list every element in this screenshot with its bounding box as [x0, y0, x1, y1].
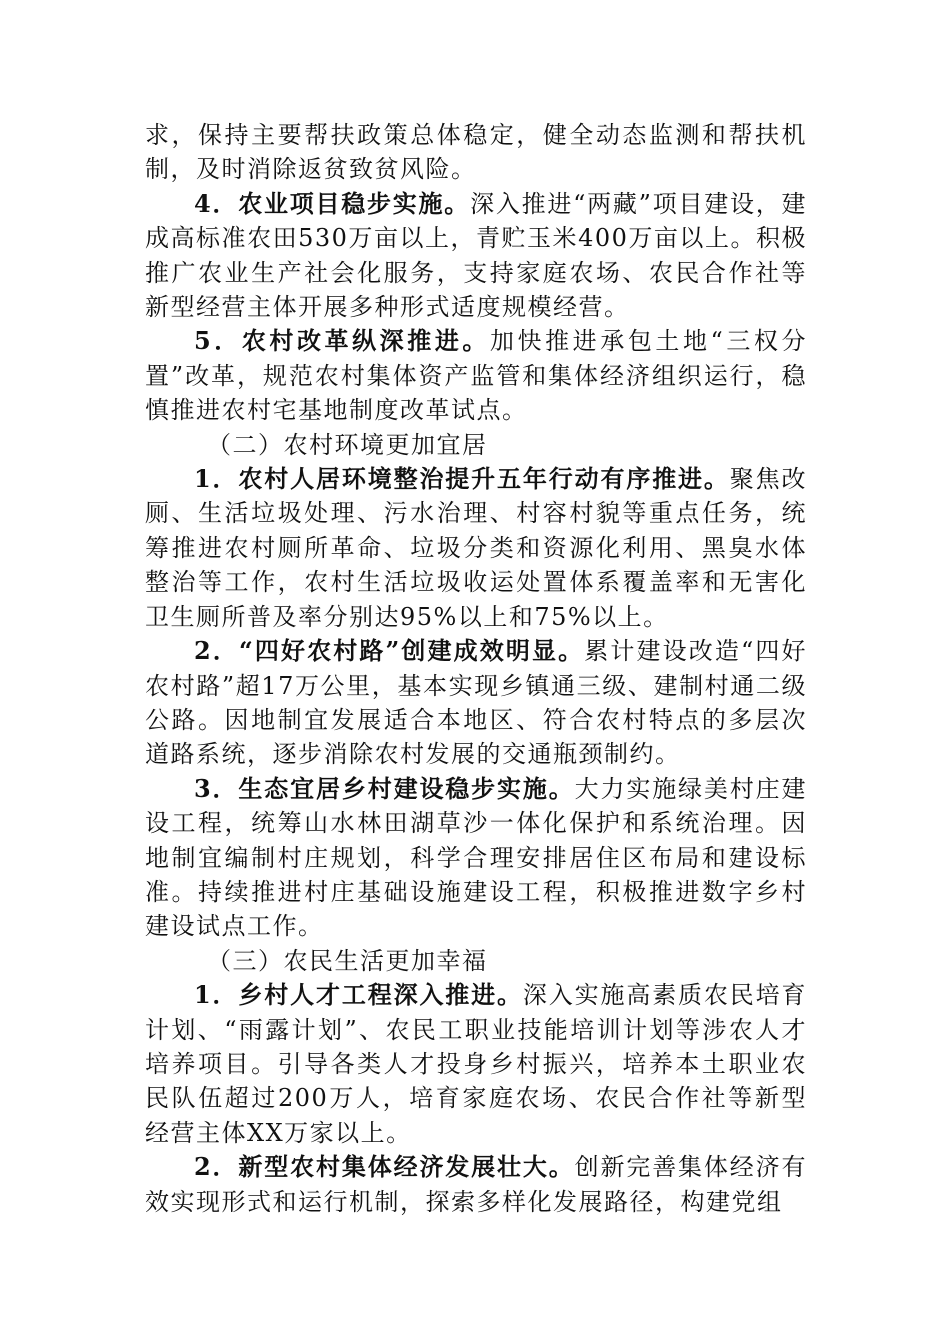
paragraph-4: [145, 462, 807, 634]
paragraph-text: 求，保持主要帮扶政策总体稳定，健全动态监测和帮扶机制，及时消除返贫致贫风险。: [145, 121, 807, 184]
paragraph-text: 创新完善集体经济有效实现形式和运行机制，探索多样化发展路径，构建党组: [145, 1153, 807, 1216]
paragraph-1: [145, 118, 807, 187]
document-page: [145, 118, 807, 1219]
paragraph-text: 加快推进承包土地“三权分置”改革，规范农村集体资产监管和集体经济组织运行，稳慎推进农村宅基地制度改革试点。: [145, 327, 807, 425]
paragraph-5: [145, 634, 807, 772]
paragraph-lead: 3．生态宜居乡村建设稳步实施。: [194, 773, 575, 803]
paragraph-7: [145, 978, 807, 1150]
section-heading-2: （二）农村环境更加宜居: [207, 430, 488, 459]
paragraph-text: 聚焦改厕、生活垃圾处理、污水治理、村容村貌等重点任务，统筹推进农村厕所革命、垃圾分类和资源化利用、黑臭水体整治等工作，农村生活垃圾收运处置体系覆盖率和无害化卫生厕所普及率分别达95%以上和75%以上。: [145, 465, 808, 631]
paragraph-2: [145, 187, 807, 325]
paragraph-lead: 5．农村改革纵深推进。: [194, 326, 490, 356]
paragraph-lead: 4．农业项目稳步实施。: [194, 188, 471, 218]
paragraph-lead: 1．乡村人才工程深入推进。: [194, 980, 523, 1010]
paragraph-3: [145, 324, 807, 427]
paragraph-lead: 2．新型农村集体经济发展壮大。: [194, 1152, 575, 1182]
section-heading-3: （三）农民生活更加幸福: [207, 946, 488, 975]
paragraph-lead: 1．农村人居环境整治提升五年行动有序推进。: [194, 464, 730, 494]
paragraph-8: [145, 1150, 807, 1219]
paragraph-text: 大力实施绿美村庄建设工程，统筹山水林田湖草沙一体化保护和系统治理。因地制宜编制村庄规划，科学合理安排居住区布局和建设标准。持续推进村庄基础设施建设工程，积极推进数字乡村建设试点工作。: [145, 774, 807, 941]
paragraph-text: 深入推进“两藏”项目建设，建成高标准农田530万亩以上，青贮玉米400万亩以上。积极推广农业生产社会化服务，支持家庭农场、农民合作社等新型经营主体开展多种形式适度规模经营。: [145, 189, 808, 322]
paragraph-text: 累计建设改造“四好农村路”超17万公里，基本实现乡镇通三级、建制村通二级公路。因地制宜发展适合本地区、符合农村特点的多层次道路系统，逐步消除农村发展的交通瓶颈制约。: [145, 637, 807, 769]
paragraph-text: 深入实施高素质农民培育计划、“雨露计划”、农民工职业技能培训计划等涉农人才培养项目。引导各类人才投身乡村振兴，培养本土职业农民队伍超过200万人，培育家庭农场、农民合作社等新型经营主体XX万家以上。: [145, 981, 807, 1147]
paragraph-lead: 2．“四好农村路”创建成效明显。: [194, 636, 585, 666]
paragraph-6: [145, 772, 807, 944]
